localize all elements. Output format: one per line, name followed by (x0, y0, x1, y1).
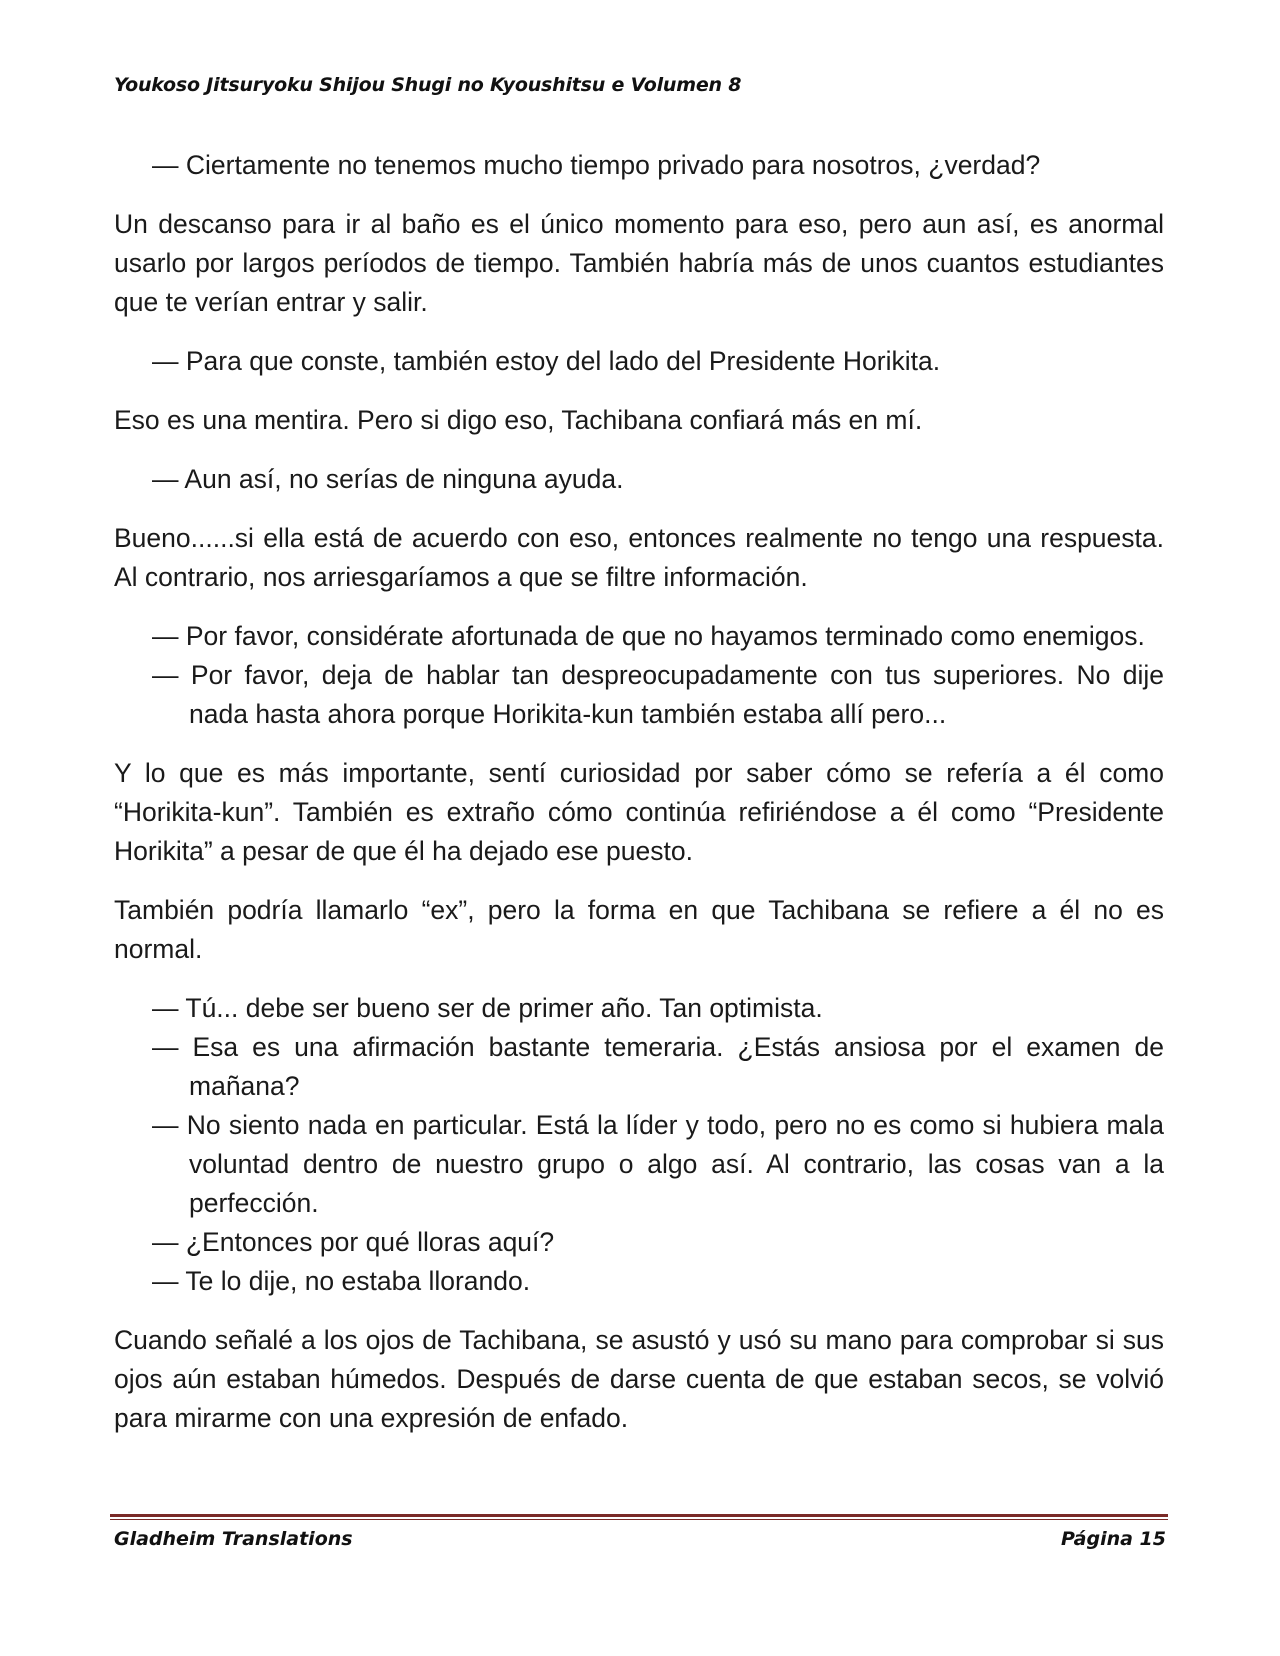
footer-credit: Gladheim Translations (114, 1528, 353, 1550)
dialog-block (114, 146, 1164, 185)
dialog-block (114, 460, 1164, 499)
dialog-line: — Esa es una afirmación bastante temeraria. ¿Estás ansiosa por el examen de mañana? (152, 1032, 1164, 1101)
dialog-line: — No siento nada en particular. Está la líder y todo, pero no es como si hubiera mala voluntad dentro de nuestro grupo o algo así. Al contrario, las cosas van a la perfección. (152, 1110, 1164, 1218)
paragraph: Un descanso para ir al baño es el único momento para eso, pero aun así, es anormal usarlo por largos períodos de tiempo. También habría más de unos cuantos estudiantes que te verían entrar y salir. (114, 209, 1164, 317)
dialog-block (114, 342, 1164, 381)
footer-divider (110, 1514, 1168, 1517)
page-number: Página 15 (1060, 1528, 1166, 1550)
dialog-line: — Tú... debe ser bueno ser de primer año. Tan optimista. (152, 993, 823, 1023)
paragraph: Eso es una mentira. Pero si digo eso, Tachibana confiará más en mí. (114, 405, 923, 435)
dialog-line: — Para que conste, también estoy del lado del Presidente Horikita. (152, 346, 941, 376)
dialog-block (114, 617, 1164, 734)
dialog-line: — Por favor, considérate afortunada de que no hayamos terminado como enemigos. (152, 621, 1145, 651)
footer-divider-thin (110, 1519, 1168, 1520)
paragraph: Y lo que es más importante, sentí curiosidad por saber cómo se refería a él como “Horikita-kun”. También es extraño cómo continúa refiriéndose a él como “Presidente Horikita” a pesar de que él ha dejado ese puesto. (114, 758, 1164, 866)
paragraph: También podría llamarlo “ex”, pero la forma en que Tachibana se refiere a él no es normal. (114, 895, 1164, 964)
dialog-line: — Aun así, no serías de ninguna ayuda. (152, 464, 624, 494)
paragraph: Cuando señalé a los ojos de Tachibana, se asustó y usó su mano para comprobar si sus ojos aún estaban húmedos. Después de darse cuenta de que estaban secos, se volvió para mirarme con una expresión de enfado. (114, 1325, 1164, 1433)
dialog-line: — Te lo dije, no estaba llorando. (152, 1266, 531, 1296)
dialog-line: — Por favor, deja de hablar tan despreocupadamente con tus superiores. No dije nada hasta ahora porque Horikita-kun también estaba allí pero... (152, 660, 1164, 729)
page-body (114, 146, 1164, 1458)
paragraph: Bueno......si ella está de acuerdo con eso, entonces realmente no tengo una respuesta. Al contrario, nos arriesgaríamos a que se filtre información. (114, 523, 1164, 592)
dialog-block (114, 989, 1164, 1301)
running-header: Youkoso Jitsuryoku Shijou Shugi no Kyoushitsu e Volumen 8 (114, 74, 742, 96)
dialog-line: — ¿Entonces por qué lloras aquí? (152, 1227, 555, 1257)
dialog-line: — Ciertamente no tenemos mucho tiempo privado para nosotros, ¿verdad? (152, 150, 1041, 180)
